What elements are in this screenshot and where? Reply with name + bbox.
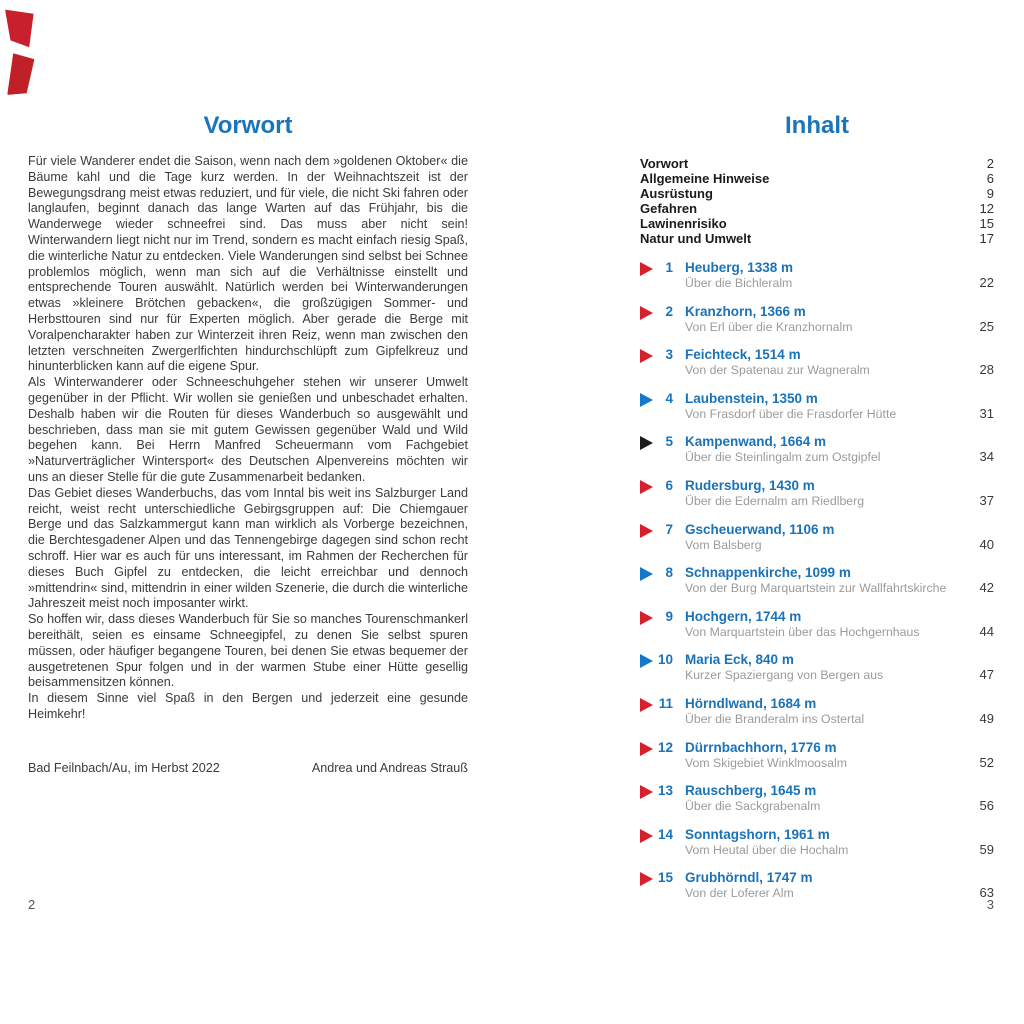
tour-subtitle-row bbox=[685, 842, 994, 858]
tour-route: Vom Skigebiet Winklmoosalm bbox=[685, 755, 847, 770]
signoff-place: Bad Feilnbach/Au, im Herbst 2022 bbox=[28, 760, 220, 775]
tour-subtitle-row bbox=[685, 711, 994, 727]
tour-route: Von Marquartstein über das Hochgernhaus bbox=[685, 624, 920, 639]
tour-subtitle-row bbox=[685, 319, 994, 335]
front-matter-entry bbox=[640, 231, 994, 246]
front-matter-label: Gefahren bbox=[640, 201, 698, 216]
tour-page-number: 63 bbox=[979, 885, 994, 901]
tour-number: 4 bbox=[665, 390, 673, 406]
tour-title: Feichteck, 1514 m bbox=[685, 347, 801, 363]
front-matter-page: 2 bbox=[986, 156, 994, 171]
tour-number: 7 bbox=[665, 521, 673, 537]
toc-tour-entry bbox=[640, 783, 994, 827]
tour-page-number: 40 bbox=[979, 536, 994, 552]
toc-tour-entry bbox=[640, 391, 994, 435]
preface-paragraph: Das Gebiet dieses Wanderbuchs, das vom Inntal bis weit ins Salzburger Land reicht, weist recht unterschiedliche Gebirgsgruppen auf: Die Chiemgauer Berge und das Salzkammergut kann man wirklich als Vorberge bezeichnen, die Berchtesgadener Alpen und das Tennengebirge dagegen sind schon recht schroff. Hier war es auch für uns interessant, im Rahmen der Recherchen für dieses Buch Gipfel zu entdecken, die leicht erreichbar und dennoch »mittendrin« sind, mittendrin in einer wilden Szenerie, die durch die winterliche Jahreszeit meist noch imposanter wirkt. bbox=[28, 485, 468, 611]
tour-subtitle-row bbox=[685, 537, 994, 553]
red-corner-mark-top bbox=[5, 7, 37, 50]
front-matter-entry bbox=[640, 186, 994, 201]
inhalt-heading: Inhalt bbox=[785, 112, 849, 139]
front-matter-entry bbox=[640, 216, 994, 231]
red-corner-mark-bottom bbox=[7, 53, 35, 97]
vorwort-heading: Vorwort bbox=[203, 112, 293, 139]
tour-page-number: 22 bbox=[979, 275, 994, 290]
tour-title: Kranzhorn, 1366 m bbox=[685, 303, 806, 319]
tour-page-number: 52 bbox=[979, 754, 994, 770]
tour-route: Von der Spatenau zur Wagneralm bbox=[685, 363, 870, 378]
tour-number: 13 bbox=[657, 783, 673, 799]
tour-number: 3 bbox=[665, 347, 673, 363]
tour-page-number: 56 bbox=[979, 798, 994, 814]
tour-number: 12 bbox=[657, 739, 673, 755]
toc-tour-entry bbox=[640, 696, 994, 740]
tour-title: Heuberg, 1338 m bbox=[685, 260, 794, 275]
tour-number: 15 bbox=[657, 870, 673, 886]
tour-number: 14 bbox=[657, 826, 673, 842]
preface-paragraph: So hoffen wir, dass dieses Wanderbuch für Sie so manches Tourenschmankerl bereithält, seien es einsame Schneegipfel, zu denen Sie selbst spuren müssen, oder häufiger begangene Touren, bei denen Sie etwas bequemer der ausgetretenen Spur folgen und in der warmen Stube einer Hütte gesellig beisammensitzen können. bbox=[28, 612, 468, 690]
tour-route: Von der Burg Marquartstein zur Wallfahrtskirche bbox=[685, 581, 947, 596]
toc-tour-entry bbox=[640, 347, 994, 391]
tour-number: 8 bbox=[665, 565, 673, 581]
tour-number: 11 bbox=[658, 695, 673, 711]
tour-subtitle-row bbox=[685, 798, 994, 814]
tour-title: Grubhörndl, 1747 m bbox=[685, 870, 813, 886]
front-matter-page: 15 bbox=[979, 216, 994, 231]
front-matter-label: Lawinenrisiko bbox=[640, 216, 727, 231]
tour-title: Rudersburg, 1430 m bbox=[685, 477, 815, 493]
tour-number: 10 bbox=[657, 652, 673, 668]
toc-tour-entry bbox=[640, 522, 994, 566]
tour-number: 2 bbox=[665, 303, 673, 319]
tour-subtitle-row bbox=[685, 493, 994, 509]
tour-subtitle-row bbox=[685, 406, 994, 422]
tour-route: Von der Loferer Alm bbox=[685, 886, 794, 901]
front-matter-entry bbox=[640, 201, 994, 216]
front-matter-label: Allgemeine Hinweise bbox=[640, 171, 770, 186]
toc-tour-entry bbox=[640, 565, 994, 609]
front-matter-page: 12 bbox=[979, 201, 994, 216]
tour-number: 5 bbox=[665, 434, 673, 450]
tour-route: Vom Balsberg bbox=[685, 537, 762, 552]
tour-title: Gscheuerwand, 1106 m bbox=[685, 521, 835, 537]
tour-route: Über die Branderalm ins Ostertal bbox=[685, 711, 865, 726]
tour-page-number: 34 bbox=[979, 449, 994, 465]
front-matter-label: Natur und Umwelt bbox=[640, 231, 752, 246]
tour-subtitle-row bbox=[685, 580, 994, 596]
tour-title: Dürrnbachhorn, 1776 m bbox=[685, 739, 837, 755]
tour-title: Maria Eck, 840 m bbox=[685, 652, 794, 668]
toc-tour-entry bbox=[640, 652, 994, 696]
tour-route: Über die Edernalm am Riedlberg bbox=[685, 493, 865, 508]
front-matter-label: Ausrüstung bbox=[640, 186, 713, 201]
tour-page-number: 31 bbox=[979, 405, 994, 421]
signoff-authors: Andrea und Andreas Strauß bbox=[311, 760, 468, 775]
page-vorwort bbox=[28, 112, 468, 775]
tour-number: 6 bbox=[665, 477, 673, 493]
toc-tour-entry bbox=[640, 478, 994, 522]
page-inhalt bbox=[640, 112, 994, 914]
tour-page-number: 47 bbox=[979, 667, 994, 683]
signoff-row bbox=[28, 761, 468, 775]
tour-page-number: 59 bbox=[979, 841, 994, 857]
tour-page-number: 42 bbox=[979, 580, 994, 596]
tour-route: Über die Sackgrabenalm bbox=[685, 799, 821, 814]
preface-paragraph: In diesem Sinne viel Spaß in den Bergen und jederzeit eine gesunde Heimkehr! bbox=[28, 691, 468, 721]
tour-title: Schnappenkirche, 1099 m bbox=[685, 565, 851, 581]
toc-tour-entry bbox=[640, 260, 994, 304]
tour-page-number: 25 bbox=[979, 318, 994, 334]
tour-route: Über die Steinlingalm zum Ostgipfel bbox=[685, 450, 881, 465]
front-matter-page: 17 bbox=[979, 231, 994, 246]
tour-page-number: 49 bbox=[979, 710, 994, 726]
toc-tour-entry bbox=[640, 304, 994, 348]
front-matter-entry bbox=[640, 171, 994, 186]
tour-subtitle-row bbox=[685, 362, 994, 378]
tour-title: Kampenwand, 1664 m bbox=[685, 434, 827, 450]
tour-route: Kurzer Spaziergang von Bergen aus bbox=[685, 668, 884, 683]
page-number-left: 2 bbox=[28, 897, 36, 912]
tour-title: Hörndlwand, 1684 m bbox=[685, 695, 817, 711]
tour-subtitle-row bbox=[685, 667, 994, 683]
tour-route: Von Erl über die Kranzhornalm bbox=[685, 319, 853, 334]
tour-route: Von Frasdorf über die Frasdorfer Hütte bbox=[685, 406, 897, 421]
front-matter-page: 9 bbox=[986, 186, 994, 201]
toc-tour-entry bbox=[640, 740, 994, 784]
tour-subtitle-row bbox=[685, 624, 994, 640]
preface-paragraph: Als Winterwanderer oder Schneeschuhgeher stehen wir unserer Umwelt gegenüber in der Pflicht. Wir wollen sie genießen und unbeschadet erhalten. Deshalb haben wir die Routen für dieses Wanderbuch so ausgewählt und beschrieben, dass man sie mit gutem Gewissen gegenüber Wald und Wild begehen kann. Bei Herrn Manfred Scheuermann vom Fachgebiet »Naturverträglicher Wintersport« des Deutschen Alpenvereins möchten wir uns an dieser Stelle für die gute Zusammenarbeit bedanken. bbox=[28, 375, 468, 484]
front-matter-page: 6 bbox=[986, 171, 994, 186]
page-number-right: 3 bbox=[986, 897, 994, 912]
front-matter-label: Vorwort bbox=[640, 156, 689, 171]
tour-page-number: 37 bbox=[979, 492, 994, 508]
toc-tour-entry bbox=[640, 609, 994, 653]
tour-page-number: 44 bbox=[979, 623, 994, 639]
tour-title: Laubenstein, 1350 m bbox=[685, 390, 818, 406]
tour-route: Über die Bichleralm bbox=[685, 276, 793, 290]
toc-tour-entry bbox=[640, 434, 994, 478]
tour-subtitle-row bbox=[685, 449, 994, 465]
tour-list bbox=[640, 260, 994, 914]
tour-route: Vom Heutal über die Hochalm bbox=[685, 842, 849, 857]
tour-number: 1 bbox=[665, 260, 673, 275]
tour-title: Sonntagshorn, 1961 m bbox=[685, 826, 830, 842]
front-matter-list bbox=[640, 156, 994, 246]
tour-page-number: 28 bbox=[979, 362, 994, 378]
tour-subtitle-row bbox=[685, 755, 994, 771]
toc-tour-entry bbox=[640, 827, 994, 871]
tour-subtitle-row bbox=[685, 275, 994, 291]
tour-title: Hochgern, 1744 m bbox=[685, 608, 802, 624]
tour-number: 9 bbox=[665, 608, 673, 624]
preface-paragraphs bbox=[28, 154, 468, 723]
preface-paragraph: Für viele Wanderer endet die Saison, wenn nach dem »goldenen Oktober« die Bäume kahl und die Tage kurz werden. In der Weihnachtszeit ist der Bewegungsdrang meist etwas reduziert, und für viele, die nicht Ski fahren oder langlaufen, beginnt danach das lange Warten auf das Frühjahr, bis die Wanderwege wieder schneefrei sind. Das muss aber nicht sein! Winterwandern liegt nicht nur im Trend, sondern es macht einfach riesig Spaß, die winterliche Natur zu entdecken. Viele Wanderungen sind selbst bei Schnee problemlos möglich, wenn man sich auf die Verhältnisse einstellt und entsprechende Touren auswählt. Natürlich werden bei Winterwanderungen etwas »kleinere Brötchen gebacken«, die großzügigen Sommer- und Herbsttouren sind nur für Experten möglich. Aber gerade die Berge mit Voralpencharakter haben zur Winterzeit ihren Reiz, wenn man zwischen den letzten verschneiten Zwergerlfichten hindurchschlüpft zum Gipfelkreuz und hinunterblicken kann auf die eigene Spur. bbox=[28, 154, 468, 374]
tour-title: Rauschberg, 1645 m bbox=[685, 783, 817, 799]
front-matter-entry bbox=[640, 156, 994, 171]
